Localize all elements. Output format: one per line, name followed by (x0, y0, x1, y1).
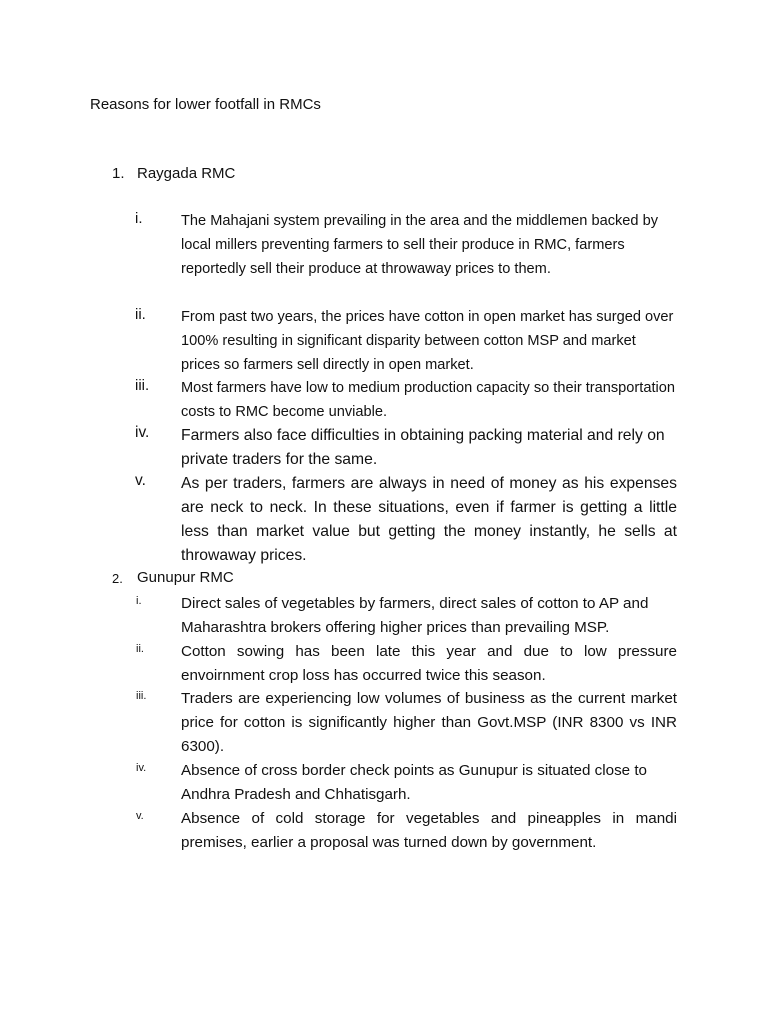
list-item-text: From past two years, the prices have cotton in open market has surged over 100% resulting in significant disparity between cotton MSP and market prices so farmers sell directly in open market. (181, 309, 674, 373)
list-item-text: Absence of cross border check points as Gunupur is situated close to Andhra Pradesh and Chhatisgarh. (181, 762, 647, 803)
list-item-text: Farmers also face difficulties in obtaining packing material and rely on private traders for the same. (181, 427, 665, 468)
section-title: Gunupur RMC (137, 569, 234, 586)
list-marker: iv. (136, 762, 147, 774)
list-marker: iii. (136, 690, 147, 702)
list-item-text: Most farmers have low to medium production capacity so their transportation costs to RMC become unviable. (181, 380, 675, 420)
list-marker: v. (135, 472, 146, 489)
section-title: Raygada RMC (137, 165, 236, 182)
list-item-text: The Mahajani system prevailing in the area and the middlemen backed by local millers preventing farmers to sell their produce in RMC, farmers reportedly sell their produce at throwaway prices to them. (181, 213, 658, 277)
list-marker: iv. (135, 424, 150, 441)
list-marker: ii. (136, 643, 144, 655)
list-marker: i. (135, 210, 143, 227)
list-marker: i. (136, 595, 142, 607)
section-number: 1. (112, 165, 125, 182)
list-item-text: Cotton sowing has been late this year and due to low pressure envoirnment crop loss has occurred twice this season. (181, 643, 677, 684)
document-title: Reasons for lower footfall in RMCs (90, 96, 321, 113)
list-item-text: Direct sales of vegetables by farmers, direct sales of cotton to AP and Maharashtra brokers offering higher prices than prevailing MSP. (181, 595, 649, 636)
list-item-text: Traders are experiencing low volumes of business as the current market price for cotton is significantly higher than Govt.MSP (INR 8300 vs INR 6300). (181, 690, 677, 755)
list-marker: iii. (135, 377, 150, 394)
list-item-text: As per traders, farmers are always in need of money as his expenses are neck to neck. In these situations, even if farmer is getting a little less than market value but getting the money instantly, he sells at throwaway prices. (181, 475, 677, 564)
list-marker: v. (136, 810, 144, 822)
section-number: 2. (112, 571, 123, 586)
list-item-text: Absence of cold storage for vegetables and pineapples in mandi premises, earlier a proposal was turned down by government. (181, 810, 677, 851)
list-marker: ii. (135, 306, 146, 323)
